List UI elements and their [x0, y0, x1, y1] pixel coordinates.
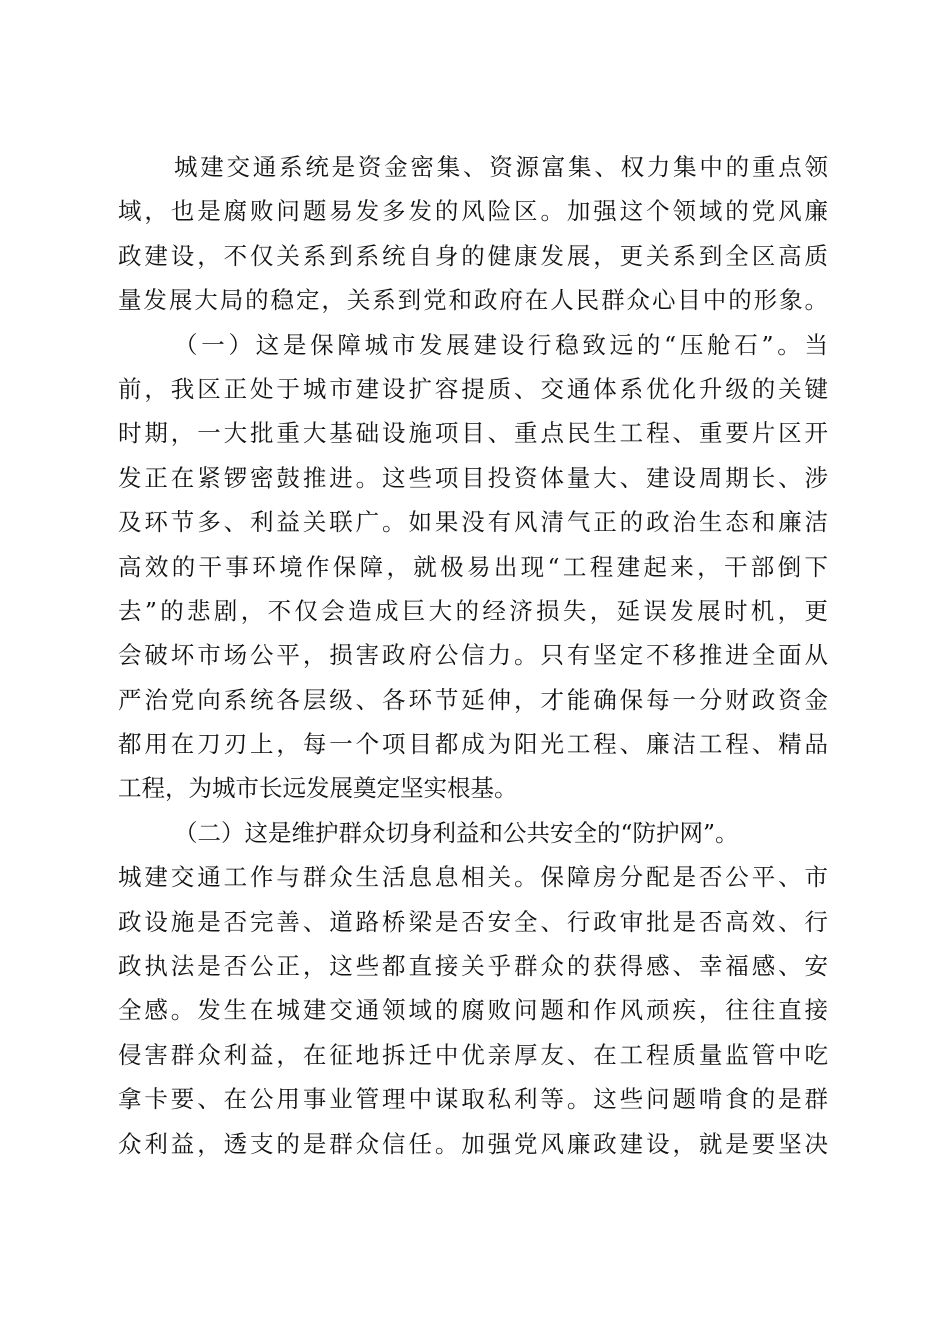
paragraph-2-line: 去”的悲剧，不仅会造成巨大的经济损失，延误发展时机，更: [118, 596, 828, 625]
section-heading-1: （一）这是保障城市发展建设行稳致远的“压舱石”。当: [174, 330, 828, 359]
document-body: [118, 145, 828, 1166]
paragraph-3-line: 政执法是否公正，这些都直接关乎群众的获得感、幸福感、安: [118, 952, 828, 981]
paragraph-2-line: 严治党向系统各层级、各环节延伸，才能确保每一分财政资金: [118, 685, 828, 714]
paragraph-2-line: 及环节多、利益关联广。如果没有风清气正的政治生态和廉洁: [118, 508, 828, 537]
paragraph-1-line: 量发展大局的稳定，关系到党和政府在人民群众心目中的形象。: [118, 286, 828, 315]
paragraph-3-line: 拿卡要、在公用事业管理中谋取私利等。这些问题啃食的是群: [118, 1085, 828, 1114]
paragraph-3-line: 侵害群众利益，在征地拆迁中优亲厚友、在工程质量监管中吃: [118, 1040, 828, 1069]
paragraph-2-line: 高效的干事环境作保障，就极易出现“工程建起来，干部倒下: [118, 552, 828, 581]
paragraph-1-line: 城建交通系统是资金密集、资源富集、权力集中的重点领: [174, 153, 828, 181]
paragraph-3-line: 城建交通工作与群众生活息息相关。保障房分配是否公平、市: [118, 863, 828, 892]
paragraph-2-line: 前，我区正处于城市建设扩容提质、交通体系优化升级的关键: [118, 374, 828, 403]
paragraph-2-line: 都用在刀刃上，每一个项目都成为阳光工程、廉洁工程、精品: [118, 730, 828, 759]
paragraph-3-line: 政设施是否完善、道路桥梁是否安全、行政审批是否高效、行: [118, 907, 828, 936]
paragraph-3-line: 众利益，透支的是群众信任。加强党风廉政建设，就是要坚决: [118, 1129, 828, 1158]
paragraph-2-line: 时期，一大批重大基础设施项目、重点民生工程、重要片区开: [118, 419, 828, 448]
paragraph-1-line: 政建设，不仅关系到系统自身的健康发展，更关系到全区高质: [118, 241, 828, 270]
paragraph-2-line: 会破坏市场公平，损害政府公信力。只有坚定不移推进全面从: [118, 641, 828, 670]
paragraph-2-line: 工程，为城市长远发展奠定坚实根基。: [118, 774, 518, 803]
paragraph-2-line: 发正在紧锣密鼓推进。这些项目投资体量大、建设周期长、涉: [118, 463, 828, 492]
section-heading-2: （二）这是维护群众切身利益和公共安全的“防护网”。: [174, 818, 739, 847]
paragraph-1-line: 域，也是腐败问题易发多发的风险区。加强这个领域的党风廉: [118, 197, 828, 226]
paragraph-3-line: 全感。发生在城建交通领域的腐败问题和作风顽疾，往往直接: [118, 996, 828, 1025]
